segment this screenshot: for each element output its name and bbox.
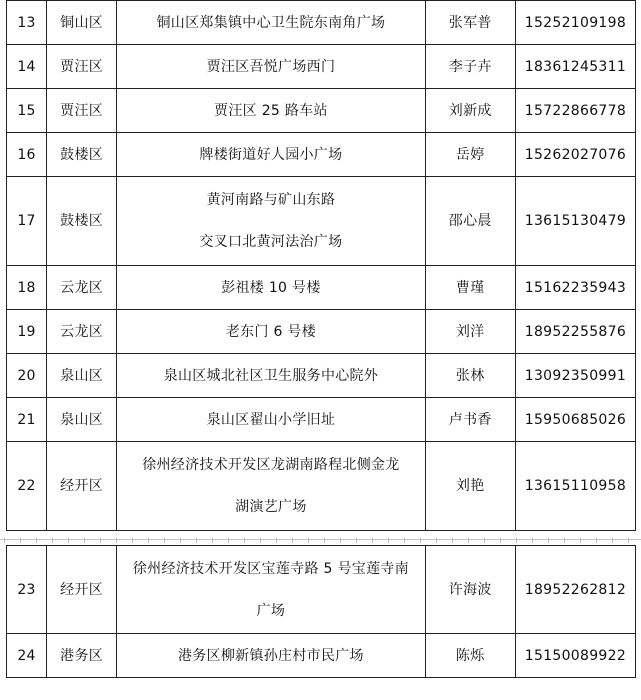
district-cell: 泉山区 [47, 398, 117, 442]
ruler-tick [52, 538, 53, 543]
ruler-tick [276, 538, 277, 543]
page-break-ruler [0, 538, 641, 544]
address-line: 老东门 6 号楼 [225, 323, 317, 340]
district-cell: 经开区 [47, 546, 117, 634]
ruler-tick [580, 538, 581, 543]
table-row [7, 442, 636, 531]
phone-cell: 18361245311 [515, 45, 635, 89]
district-cell: 云龙区 [47, 266, 117, 310]
contact-name-cell: 卢书香 [425, 398, 515, 442]
address-line: 彭祖楼 10 号楼 [221, 279, 321, 296]
table-row [7, 398, 636, 442]
row-number-cell: 21 [7, 398, 47, 442]
row-number-cell: 13 [7, 1, 47, 45]
address-line: 牌楼街道好人园小广场 [199, 146, 343, 163]
row-number-cell: 19 [7, 310, 47, 354]
address-line: 黄河南路与矿山东路 [206, 192, 336, 208]
address-line: 交叉口北黄河法治广场 [199, 234, 343, 250]
contact-name-cell: 岳婷 [425, 133, 515, 177]
address-cell [117, 133, 425, 177]
row-number-cell: 14 [7, 45, 47, 89]
site-table-bottom [6, 545, 636, 678]
address-line: 广场 [256, 602, 286, 619]
table-row [7, 634, 636, 678]
address-line: 贾汪区 25 路车站 [214, 102, 328, 119]
table-row [7, 546, 636, 634]
ruler-tick [180, 538, 181, 543]
ruler-tick [132, 538, 133, 543]
ruler-tick [484, 538, 485, 543]
ruler-tick [468, 538, 469, 543]
row-number-cell: 24 [7, 634, 47, 678]
row-number-cell: 22 [7, 442, 47, 531]
district-cell: 港务区 [47, 634, 117, 678]
phone-cell: 18952255876 [515, 310, 635, 354]
district-cell: 鼓楼区 [47, 133, 117, 177]
address-cell [117, 398, 425, 442]
ruler-tick [340, 538, 341, 543]
phone-cell: 15950685026 [515, 398, 635, 442]
ruler-tick [516, 538, 517, 543]
phone-cell: 13615110958 [515, 442, 635, 531]
address-line: 徐州经济技术开发区龙湖南路程北侧金龙 [142, 457, 400, 473]
table-row [7, 266, 636, 310]
address-line: 泉山区城北社区卫生服务中心院外 [163, 367, 379, 384]
ruler-tick [228, 538, 229, 543]
address-cell [117, 89, 425, 133]
ruler-tick [308, 538, 309, 543]
ruler-tick [116, 538, 117, 543]
address-cell [117, 177, 425, 266]
ruler-tick [324, 538, 325, 543]
address-cell [117, 45, 425, 89]
phone-cell: 15162235943 [515, 266, 635, 310]
ruler-tick [596, 538, 597, 543]
address-cell [117, 1, 425, 45]
district-cell: 铜山区 [47, 1, 117, 45]
row-number-cell: 17 [7, 177, 47, 266]
district-cell: 云龙区 [47, 310, 117, 354]
table-row [7, 310, 636, 354]
address-cell [117, 310, 425, 354]
site-table-top-body [7, 1, 636, 531]
ruler-tick [260, 538, 261, 543]
ruler-tick [564, 538, 565, 543]
row-number-cell: 16 [7, 133, 47, 177]
table-row [7, 133, 636, 177]
row-number-cell: 18 [7, 266, 47, 310]
phone-cell: 15252109198 [515, 1, 635, 45]
address-line: 徐州经济技术开发区宝莲寺路 5 号宝莲寺南 [132, 560, 409, 577]
table-row [7, 177, 636, 266]
ruler-tick [196, 538, 197, 543]
ruler-tick [372, 538, 373, 543]
table-row [7, 45, 636, 89]
ruler-tick [548, 538, 549, 543]
row-number-cell: 23 [7, 546, 47, 634]
address-line: 贾汪区吾悦广场西门 [206, 58, 336, 75]
contact-name-cell: 邵心晨 [425, 177, 515, 266]
district-cell: 泉山区 [47, 354, 117, 398]
phone-cell: 13615130479 [515, 177, 635, 266]
ruler-tick [164, 538, 165, 543]
ruler-tick [404, 538, 405, 543]
ruler-tick [628, 538, 629, 543]
ruler-tick [292, 538, 293, 543]
phone-cell: 15150089922 [515, 634, 635, 678]
address-cell [117, 634, 425, 678]
table-row [7, 1, 636, 45]
ruler-tick [532, 538, 533, 543]
district-cell: 贾汪区 [47, 45, 117, 89]
contact-name-cell: 张林 [425, 354, 515, 398]
site-table-top [6, 0, 636, 531]
contact-name-cell: 刘艳 [425, 442, 515, 531]
address-line: 泉山区翟山小学旧址 [206, 411, 336, 428]
ruler-tick [388, 538, 389, 543]
district-cell: 经开区 [47, 442, 117, 531]
contact-name-cell: 刘洋 [425, 310, 515, 354]
ruler-tick [452, 538, 453, 543]
contact-name-cell: 曹瑾 [425, 266, 515, 310]
ruler-tick [68, 538, 69, 543]
ruler-tick [420, 538, 421, 543]
address-cell [117, 354, 425, 398]
phone-cell: 18952262812 [515, 546, 635, 634]
row-number-cell: 20 [7, 354, 47, 398]
ruler-tick [84, 538, 85, 543]
ruler-tick [436, 538, 437, 543]
ruler-tick [100, 538, 101, 543]
ruler-tick [500, 538, 501, 543]
phone-cell: 15722866778 [515, 89, 635, 133]
contact-name-cell: 陈烁 [425, 634, 515, 678]
address-cell [117, 442, 425, 531]
address-line: 湖演艺广场 [235, 499, 307, 515]
ruler-tick [244, 538, 245, 543]
ruler-tick [148, 538, 149, 543]
contact-name-cell: 刘新成 [425, 89, 515, 133]
ruler-tick [4, 538, 5, 543]
address-cell [117, 266, 425, 310]
table-row [7, 354, 636, 398]
district-cell: 鼓楼区 [47, 177, 117, 266]
phone-cell: 15262027076 [515, 133, 635, 177]
address-line: 铜山区郑集镇中心卫生院东南角广场 [156, 14, 386, 31]
row-number-cell: 15 [7, 89, 47, 133]
address-line: 港务区柳新镇孙庄村市民广场 [177, 647, 364, 664]
ruler-tick [356, 538, 357, 543]
contact-name-cell: 李子卉 [425, 45, 515, 89]
ruler-tick [212, 538, 213, 543]
address-cell [117, 546, 425, 634]
site-table-bottom-body [7, 546, 636, 678]
ruler-tick [20, 538, 21, 543]
table-row [7, 89, 636, 133]
district-cell: 贾汪区 [47, 89, 117, 133]
ruler-tick [612, 538, 613, 543]
contact-name-cell: 张军普 [425, 1, 515, 45]
contact-name-cell: 许海波 [425, 546, 515, 634]
phone-cell: 13092350991 [515, 354, 635, 398]
ruler-tick [36, 538, 37, 543]
